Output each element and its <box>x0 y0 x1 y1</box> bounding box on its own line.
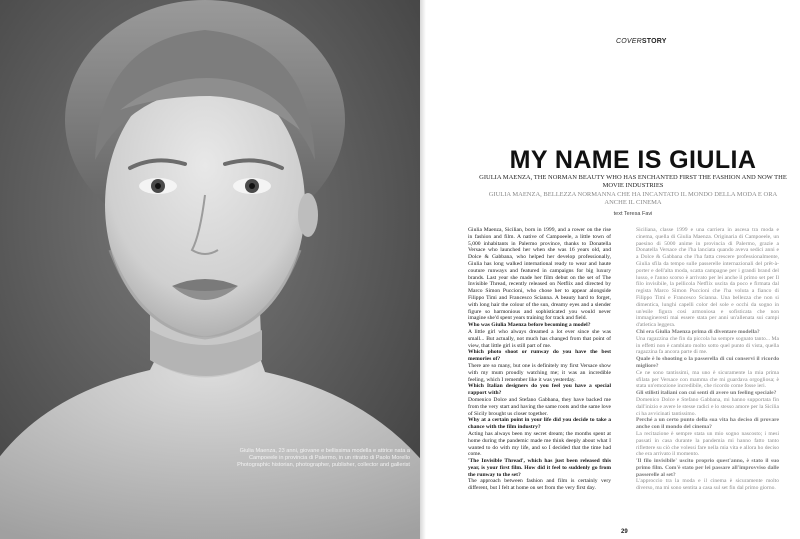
body-paragraph: L'approccio tra la moda e il cinema è sicuramente molto diverso, ma mi sono sentita a casa sul set fin dal primo giorno. <box>636 478 779 492</box>
deck-italian: GIULIA MAENZA, BELLEZZA NORMANNA CHE HA INCANTATO IL MONDO DELLA MODA E ORA ANCHE IL CINEMA <box>488 191 778 206</box>
body-paragraph: The approach between fashion and film is certainly very different, but I felt at home on set from the very first day. <box>468 478 611 492</box>
body-paragraph: Domenico Dolce e Stefano Gabbana, mi hanno supportata fin dall'inizio e avere le stesse radici e lo stesso amore per la Sicilia ci ha avvicinati tantissimo. <box>636 396 779 417</box>
body-paragraph: Giulia Maenza, Sicilian, born in 1999, and a rower on the rise in fashion and film. A native of Campoeele, a little town of 5,000 inhabitants in Palermo province, thanks to Donatella Versace who launched her when she was 16 years old, and Dolce & Gabbana, who helped her develop professionally, Giulia has long walked international ready to wear and haute couture runways and featured in campaigns for big luxury brands. Last year she made her film debut on the set of The Invisible Thread, recently released on Netflix and directed by Marco Simon Puccioni, who chose her to appear alongside Filippo Timi and Francesco Scianna. A beauty hard to forget, with long hair the colour of the sun, dreamy eyes and a slender figure so harmonious and sophisticated you would never imagine she'd spent years training for track and field. <box>468 227 611 322</box>
body-paragraph: There are so many, but one is definitely my first Versace show with my mum proudly watching me; it was an incredible feeling, which I remember like it was yesterday. <box>468 362 611 383</box>
interview-question: Why at a certain point in your life did you decide to take a chance with the film industry? <box>468 417 611 431</box>
interview-question: Perché a un certo punto della sua vita ha deciso di provare anche con il mondo del cinema? <box>636 417 779 431</box>
interview-question: Chi era Giulia Maenza prima di diventare modella? <box>636 328 760 335</box>
section-label-bold: STORY <box>641 38 667 45</box>
interview-question: Which Italian designers do you feel you have a special rapport with? <box>468 383 611 397</box>
section-label <box>616 38 667 45</box>
interview-question: Who was Giulia Maenza before becoming a model? <box>468 322 591 329</box>
body-paragraph: Ce ne sono tantissimi, ma uno è sicuramente la mia prima sfilata per Versace con mamma che mi guardava orgogliosa; è stata un'emozione incredibile, che ricordo come fosse ieri. <box>636 369 779 390</box>
interview-question: 'The Invisible Thread', which has just been released this year, is your first film. How did it feel to suddenly go from the runway to the set? <box>468 458 611 478</box>
page-number: 29 <box>621 529 628 535</box>
photo-caption: Giulia Maenza, 23 anni, giovane e bellissima modella e attrice nata a Campoeele in provincia di Palermo, in un ritratto di Paolo Morello Photographic historian, photographer, publisher, collector and gallerist <box>237 448 410 468</box>
deck-english: GIULIA MAENZA, THE NORMAN BEAUTY WHO HAS ENCHANTED FIRST THE FASHION AND NOW THE MOVIE INDUSTRIES <box>479 174 787 189</box>
interview-question: Gli stilisti italiani con cui senti di avere un feeling speciale? <box>636 390 777 397</box>
body-paragraph: Una ragazzina che fin da piccola ha sempre sognato tanto... Ma in effetti non è cambiato molto sotto quel punto di vista, quella ragazzina fa ancora parte di me. <box>636 335 779 356</box>
article-page <box>426 0 800 539</box>
interview-question: 'Il filo invisibile' uscito proprio quest'anno, è stato il suo primo film. Com'è stato per lei passare all'improvviso dalle passerelle al set? <box>636 458 779 478</box>
body-paragraph: La recitazione è sempre stata un mio sogno nascosto; i mesi passati in casa durante la pandemia mi hanno fatto tanto riflettere su ciò che volessi fare nella mia vita e allora ho deciso che era arrivato il momento. <box>636 430 779 458</box>
body-paragraph: Acting has always been my secret dream; the months spent at home during the pandemic made me think deeply about what I wanted to do with my life, and so I decided that the time had come. <box>468 430 611 458</box>
section-label-light: COVER <box>616 38 642 45</box>
byline: text Teresa Favi <box>613 211 653 217</box>
body-paragraph: Domenico Dolce and Stefano Gabbana, they have backed me from the very start and having the same roots and the same love of Sicily brought us closer together. <box>468 396 611 417</box>
interview-question: Which photo shoot or runway do you have the best memories of? <box>468 349 611 363</box>
body-paragraph: A little girl who always dreamed a lot ever since she was small... But actually, not much has changed from that point of view, that little girl is still part of me. <box>468 328 611 349</box>
body-paragraph: Siciliana, classe 1999 e una carriera in ascesa tra moda e cinema, quella di Giulia Maenza. Originaria di Campoeele, un paesino di 5000 anime in provincia di Palermo, grazie a Donatella Versace che l'ha lanciata quando aveva sedici anni e a Dolce & Gabbana che l'ha fatta crescere professionalmente, Giulia sfila da tempo sulle passerelle internazionali del prêt-à-porter e dell'alta moda, scatta campagne per i grandi brand del lusso, e l'anno scorso è arrivato per lei anche il primo set per Il filo invisibile, la pellicola Netflix uscita da poco e firmata dal regista Marco Simon Puccioni che l'ha voluta a fianco di Filippo Timi e Francesco Scianna. Una bellezza che non si dimentica, lunghi capelli color del sole e occhi da sogno in un'esile figura così armoniosa e sofisticata che non immagineresti mai essere stata per anni un'allenata sui campi d'atletica leggera. <box>636 227 779 329</box>
interview-question: Quale è lo shooting o la passerella di cui conservi il ricordo migliore? <box>636 356 779 369</box>
headline: MY NAME IS GIULIA <box>509 146 757 174</box>
column-italian <box>636 227 779 525</box>
column-english <box>468 227 611 525</box>
